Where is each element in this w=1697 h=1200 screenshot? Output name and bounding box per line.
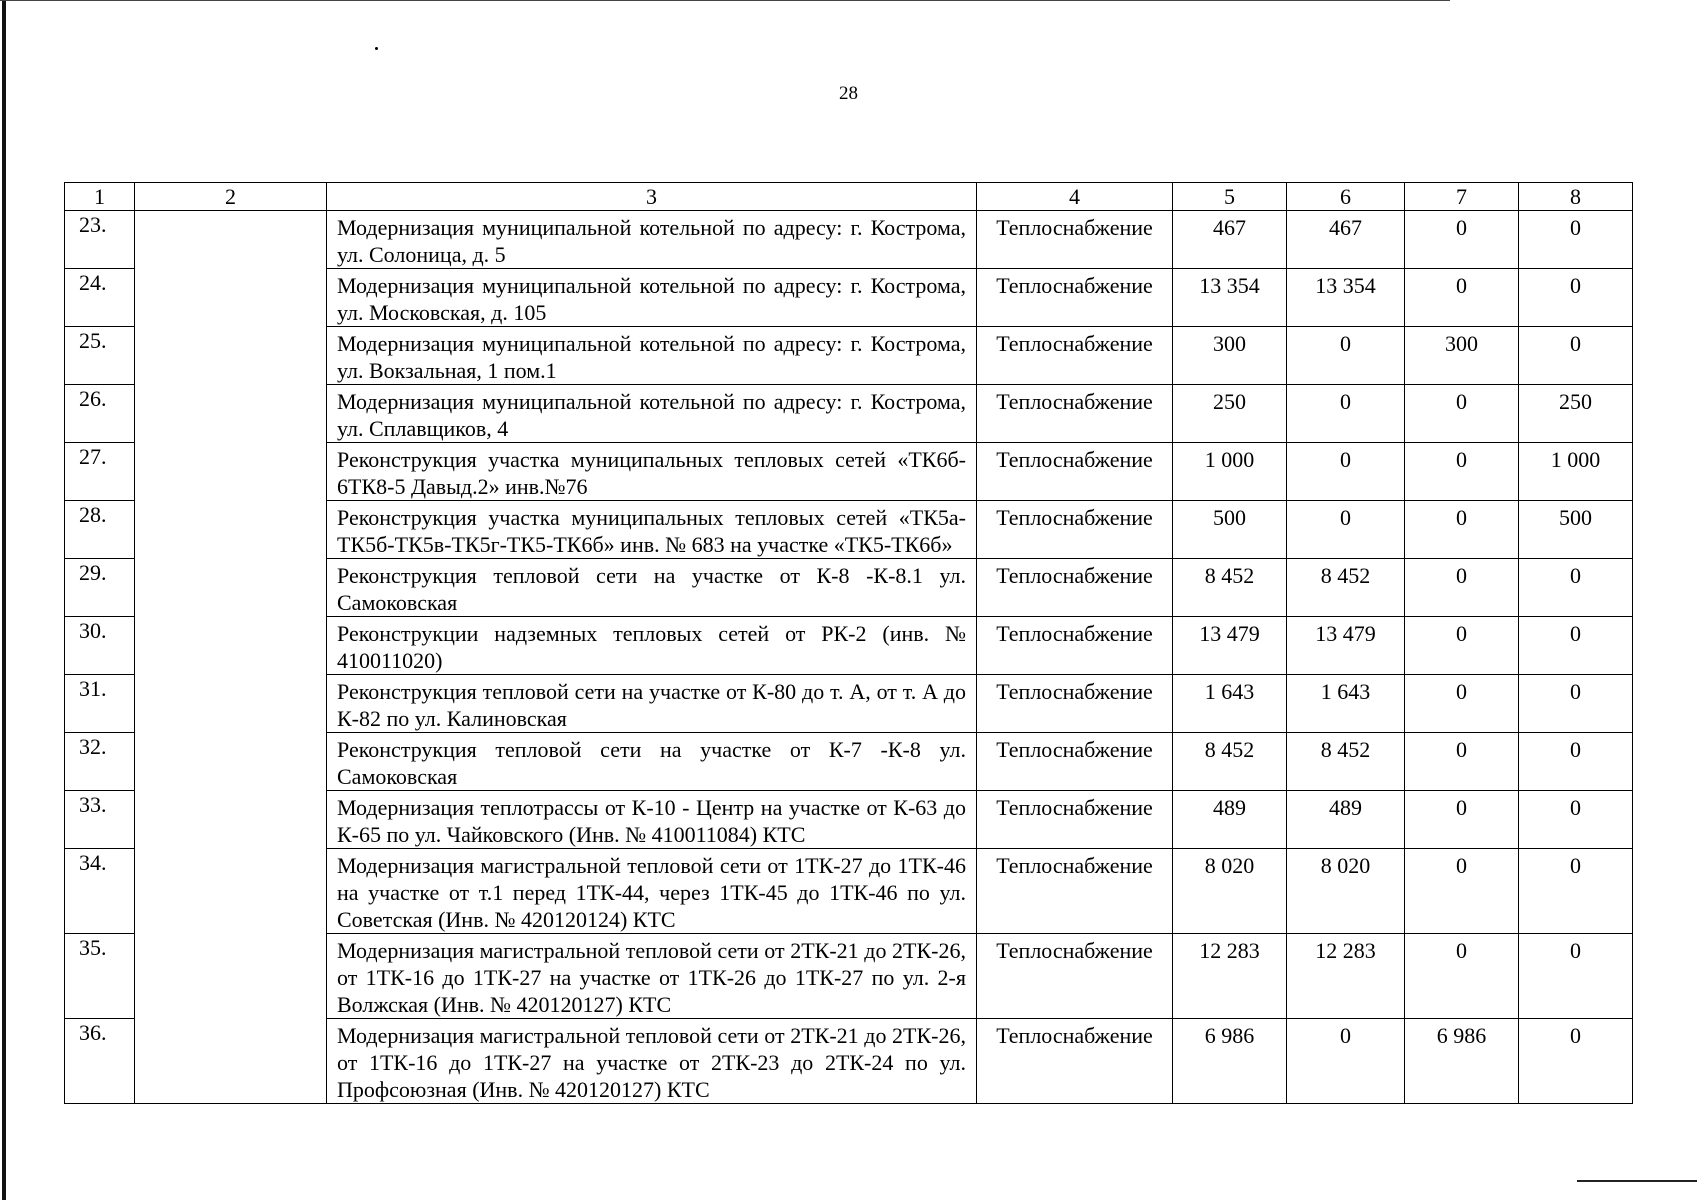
page-number: 28 — [839, 83, 858, 104]
row-value-8: 0 — [1519, 934, 1633, 1019]
row-value-7: 6 986 — [1405, 1019, 1519, 1104]
table-body — [65, 211, 1633, 1104]
row-description: Модернизация муниципальной котельной по адресу: г. Кострома, ул. Московская, д. 105 — [327, 269, 977, 327]
header-col-3: 3 — [327, 183, 977, 211]
header-col-6: 6 — [1287, 183, 1405, 211]
scan-edge-bottom — [1577, 1180, 1697, 1182]
row-value-7: 0 — [1405, 501, 1519, 559]
row-description: Реконструкция участка муниципальных тепловых сетей «ТК6б- 6ТК8-5 Давыд.2» инв.№76 — [327, 443, 977, 501]
row-col2 — [135, 211, 327, 269]
row-category: Теплоснабжение — [977, 443, 1173, 501]
row-number: 26. — [65, 385, 135, 443]
row-description: Реконструкции надземных тепловых сетей от РК-2 (инв. № 410011020) — [327, 617, 977, 675]
row-col2 — [135, 617, 327, 675]
row-value-6: 13 354 — [1287, 269, 1405, 327]
row-value-6: 0 — [1287, 1019, 1405, 1104]
row-col2 — [135, 791, 327, 849]
row-category: Теплоснабжение — [977, 733, 1173, 791]
row-value-7: 0 — [1405, 733, 1519, 791]
table-row — [65, 211, 1633, 269]
row-value-5: 13 479 — [1173, 617, 1287, 675]
row-value-6: 1 643 — [1287, 675, 1405, 733]
table-row — [65, 675, 1633, 733]
row-col2 — [135, 733, 327, 791]
row-col2 — [135, 443, 327, 501]
row-col2 — [135, 385, 327, 443]
row-value-8: 250 — [1519, 385, 1633, 443]
row-category: Теплоснабжение — [977, 791, 1173, 849]
row-value-5: 250 — [1173, 385, 1287, 443]
row-value-7: 0 — [1405, 559, 1519, 617]
row-description: Модернизация магистральной тепловой сети от 2ТК-21 до 2ТК-26, от 1ТК-16 до 1ТК-27 на участке от 2ТК-23 до 2ТК-24 по ул. Профсоюзная (Инв. № 420120127) КТС — [327, 1019, 977, 1104]
row-value-8: 0 — [1519, 675, 1633, 733]
row-col2 — [135, 675, 327, 733]
row-description: Реконструкция тепловой сети на участке от К-80 до т. А, от т. А до К-82 по ул. Калиновская — [327, 675, 977, 733]
row-category: Теплоснабжение — [977, 617, 1173, 675]
header-col-8: 8 — [1519, 183, 1633, 211]
row-col2 — [135, 1019, 327, 1104]
table-row — [65, 934, 1633, 1019]
row-value-6: 0 — [1287, 327, 1405, 385]
row-value-6: 8 020 — [1287, 849, 1405, 934]
row-value-8: 0 — [1519, 559, 1633, 617]
row-value-5: 300 — [1173, 327, 1287, 385]
row-category: Теплоснабжение — [977, 934, 1173, 1019]
row-value-8: 0 — [1519, 733, 1633, 791]
row-value-8: 0 — [1519, 327, 1633, 385]
row-number: 34. — [65, 849, 135, 934]
row-value-8: 0 — [1519, 1019, 1633, 1104]
row-col2 — [135, 327, 327, 385]
table-header — [65, 183, 1633, 211]
scan-edge-left — [2, 0, 6, 1200]
row-category: Теплоснабжение — [977, 269, 1173, 327]
row-value-8: 0 — [1519, 791, 1633, 849]
row-number: 23. — [65, 211, 135, 269]
header-col-7: 7 — [1405, 183, 1519, 211]
row-value-7: 0 — [1405, 211, 1519, 269]
row-value-7: 300 — [1405, 327, 1519, 385]
row-value-5: 6 986 — [1173, 1019, 1287, 1104]
table-row — [65, 269, 1633, 327]
row-value-6: 489 — [1287, 791, 1405, 849]
row-number: 33. — [65, 791, 135, 849]
row-number: 35. — [65, 934, 135, 1019]
row-value-7: 0 — [1405, 269, 1519, 327]
row-col2 — [135, 269, 327, 327]
row-category: Теплоснабжение — [977, 849, 1173, 934]
row-category: Теплоснабжение — [977, 501, 1173, 559]
table-row — [65, 443, 1633, 501]
row-number: 27. — [65, 443, 135, 501]
row-value-8: 0 — [1519, 849, 1633, 934]
row-category: Теплоснабжение — [977, 327, 1173, 385]
row-value-5: 1 643 — [1173, 675, 1287, 733]
row-value-7: 0 — [1405, 675, 1519, 733]
scan-speck — [375, 47, 378, 50]
row-description: Модернизация теплотрассы от К-10 - Центр на участке от К-63 до К-65 по ул. Чайковского (Инв. № 410011084) КТС — [327, 791, 977, 849]
row-value-7: 0 — [1405, 849, 1519, 934]
row-category: Теплоснабжение — [977, 1019, 1173, 1104]
row-value-6: 467 — [1287, 211, 1405, 269]
row-number: 28. — [65, 501, 135, 559]
row-value-5: 489 — [1173, 791, 1287, 849]
row-value-6: 0 — [1287, 385, 1405, 443]
program-table — [64, 182, 1633, 1104]
row-value-6: 8 452 — [1287, 733, 1405, 791]
row-value-7: 0 — [1405, 617, 1519, 675]
row-category: Теплоснабжение — [977, 559, 1173, 617]
table-row — [65, 385, 1633, 443]
row-number: 24. — [65, 269, 135, 327]
row-col2 — [135, 559, 327, 617]
row-number: 31. — [65, 675, 135, 733]
row-value-5: 1 000 — [1173, 443, 1287, 501]
table-row — [65, 791, 1633, 849]
row-value-8: 500 — [1519, 501, 1633, 559]
row-value-5: 467 — [1173, 211, 1287, 269]
row-description: Реконструкция тепловой сети на участке от К-8 -К-8.1 ул. Самоковская — [327, 559, 977, 617]
table-row — [65, 617, 1633, 675]
row-category: Теплоснабжение — [977, 675, 1173, 733]
row-value-6: 0 — [1287, 501, 1405, 559]
row-value-5: 8 452 — [1173, 733, 1287, 791]
row-value-5: 12 283 — [1173, 934, 1287, 1019]
header-row — [65, 183, 1633, 211]
table-row — [65, 501, 1633, 559]
row-col2 — [135, 934, 327, 1019]
table-row — [65, 849, 1633, 934]
row-number: 29. — [65, 559, 135, 617]
row-category: Теплоснабжение — [977, 211, 1173, 269]
row-category: Теплоснабжение — [977, 385, 1173, 443]
row-value-7: 0 — [1405, 934, 1519, 1019]
row-value-7: 0 — [1405, 443, 1519, 501]
header-col-5: 5 — [1173, 183, 1287, 211]
row-value-5: 8 452 — [1173, 559, 1287, 617]
row-description: Модернизация магистральной тепловой сети от 1ТК-27 до 1ТК-46 на участке от т.1 перед 1ТК-44, через 1ТК-45 до 1ТК-46 по ул. Советская (Инв. № 420120124) КТС — [327, 849, 977, 934]
row-value-8: 0 — [1519, 211, 1633, 269]
row-description: Реконструкция участка муниципальных тепловых сетей «ТК5а-ТК5б-ТК5в-ТК5г-ТК5-ТК6б» инв. № 683 на участке «ТК5-ТК6б» — [327, 501, 977, 559]
row-number: 25. — [65, 327, 135, 385]
row-value-6: 12 283 — [1287, 934, 1405, 1019]
header-col-1: 1 — [65, 183, 135, 211]
row-description: Модернизация магистральной тепловой сети от 2ТК-21 до 2ТК-26, от 1ТК-16 до 1ТК-27 на участке от 1ТК-26 до 1ТК-27 по ул. 2-я Волжская (Инв. № 420120127) КТС — [327, 934, 977, 1019]
row-description: Реконструкция тепловой сети на участке от К-7 -К-8 ул. Самоковская — [327, 733, 977, 791]
table-row — [65, 327, 1633, 385]
row-number: 36. — [65, 1019, 135, 1104]
row-number: 30. — [65, 617, 135, 675]
scan-edge-top — [0, 0, 1450, 1]
row-value-8: 1 000 — [1519, 443, 1633, 501]
row-description: Модернизация муниципальной котельной по адресу: г. Кострома, ул. Сплавщиков, 4 — [327, 385, 977, 443]
table-row — [65, 733, 1633, 791]
row-value-5: 13 354 — [1173, 269, 1287, 327]
row-col2 — [135, 849, 327, 934]
row-col2 — [135, 501, 327, 559]
table-row — [65, 559, 1633, 617]
row-value-7: 0 — [1405, 385, 1519, 443]
row-description: Модернизация муниципальной котельной по адресу: г. Кострома, ул. Солоница, д. 5 — [327, 211, 977, 269]
row-value-6: 8 452 — [1287, 559, 1405, 617]
row-value-6: 13 479 — [1287, 617, 1405, 675]
row-number: 32. — [65, 733, 135, 791]
header-col-4: 4 — [977, 183, 1173, 211]
row-value-6: 0 — [1287, 443, 1405, 501]
table-row — [65, 1019, 1633, 1104]
row-value-5: 500 — [1173, 501, 1287, 559]
row-description: Модернизация муниципальной котельной по адресу: г. Кострома, ул. Вокзальная, 1 пом.1 — [327, 327, 977, 385]
row-value-8: 0 — [1519, 617, 1633, 675]
row-value-7: 0 — [1405, 791, 1519, 849]
row-value-5: 8 020 — [1173, 849, 1287, 934]
header-col-2: 2 — [135, 183, 327, 211]
row-value-8: 0 — [1519, 269, 1633, 327]
